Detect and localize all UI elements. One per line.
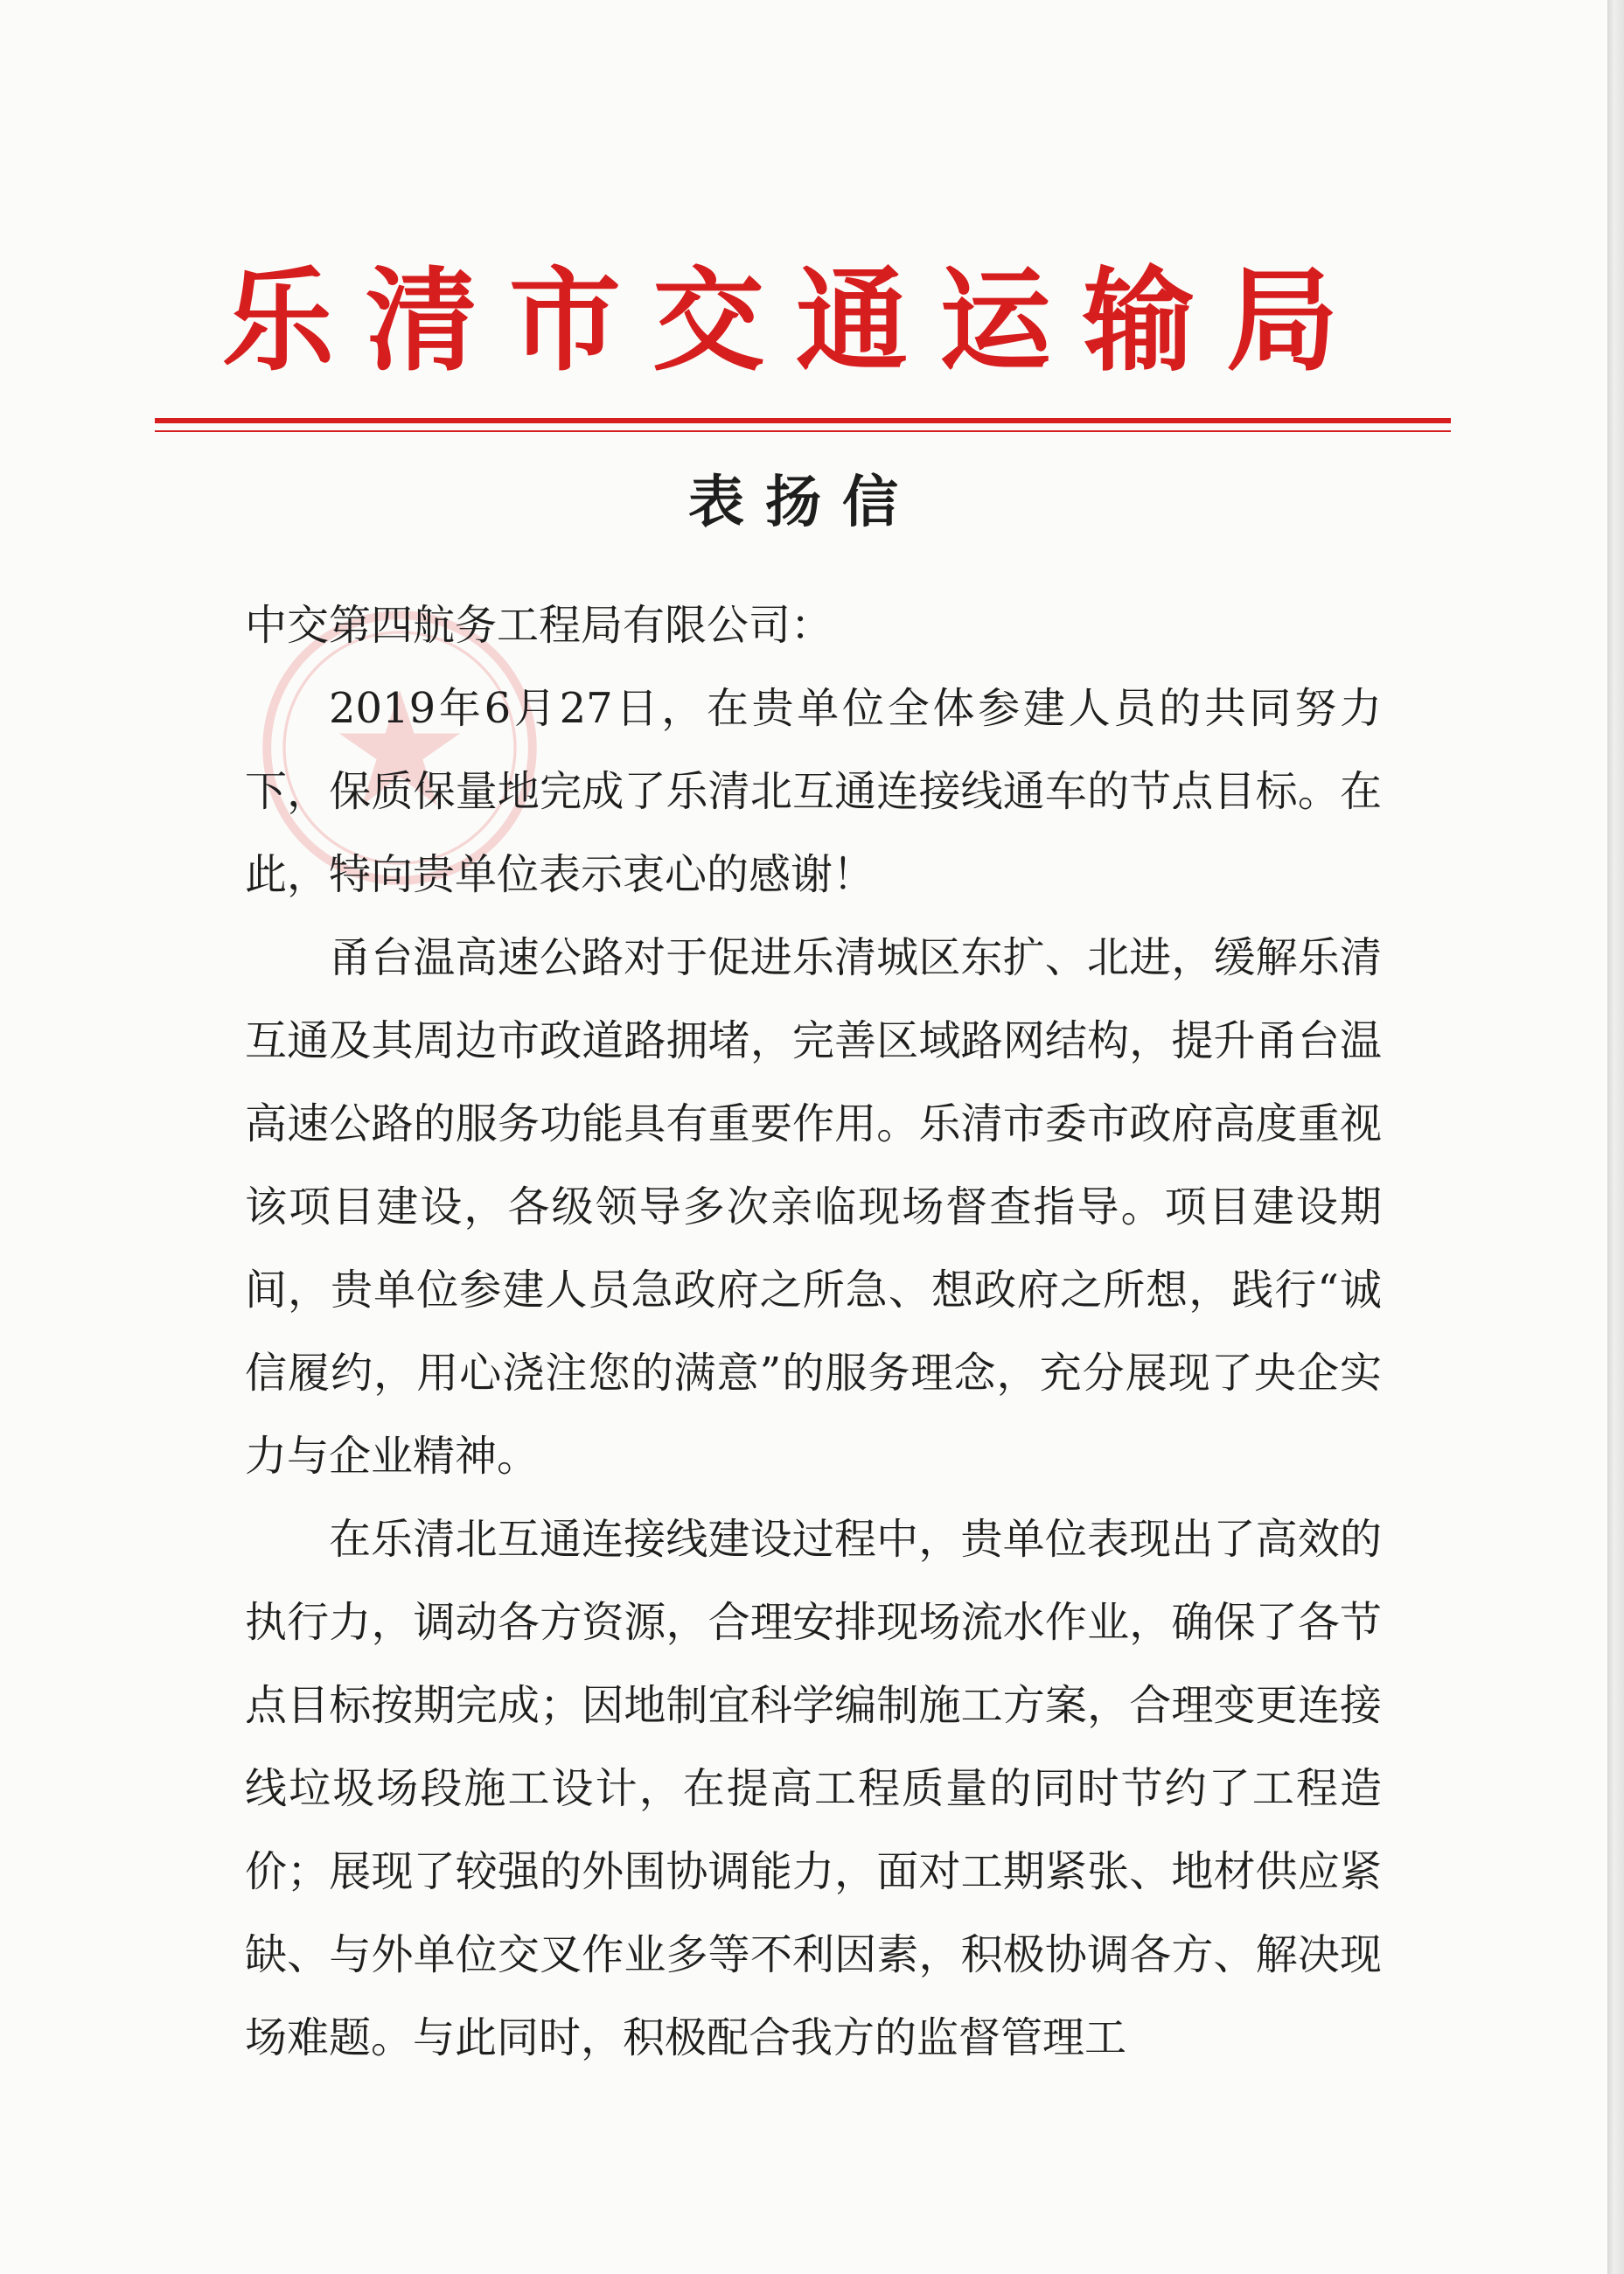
letter-title: 表扬信: [688, 471, 919, 535]
letter-paragraph-1: 2019年6月27日，在贵单位全体参建人员的共同努力下，保质保量地完成了乐清北互通连接线通车的节点目标。在此，特向贵单位表示衷心的感谢！: [245, 684, 1382, 899]
letterhead-red-rule-thin: [155, 430, 1451, 432]
letter-body: [245, 584, 1382, 2080]
letter-paragraph-2: 甬台温高速公路对于促进乐清城区东扩、北进，缓解乐清互通及其周边市政道路拥堵，完善区域路网结构，提升甬台温高速公路的服务功能具有重要作用。乐清市委市政府高度重视该项目建设，各级领导多次亲临现场督查指导。项目建设期间，贵单位参建人员急政府之所急、想政府之所想，践行“诚信履约，用心浇注您的满意”的服务理念，充分展现了央企实力与企业精神。: [245, 933, 1382, 1481]
page-edge-shadow: [1607, 0, 1624, 2274]
letter-salutation: 中交第四航务工程局有限公司：: [245, 601, 833, 650]
letterhead-red-rule-thick: [155, 418, 1451, 423]
letterhead-org-name: 乐清市交通运输局: [221, 255, 1370, 387]
letter-paragraph-3: 在乐清北互通连接线建设过程中，贵单位表现出了高效的执行力，调动各方资源，合理安排现场流水作业，确保了各节点目标按期完成；因地制宜科学编制施工方案，合理变更连接线垃圾场段施工设计，在提高工程质量的同时节约了工程造价；展现了较强的外围协调能力，面对工期紧张、地材供应紧缺、与外单位交叉作业多等不利因素，积极协调各方、解决现场难题。与此同时，积极配合我方的监督管理工: [245, 1515, 1382, 2062]
